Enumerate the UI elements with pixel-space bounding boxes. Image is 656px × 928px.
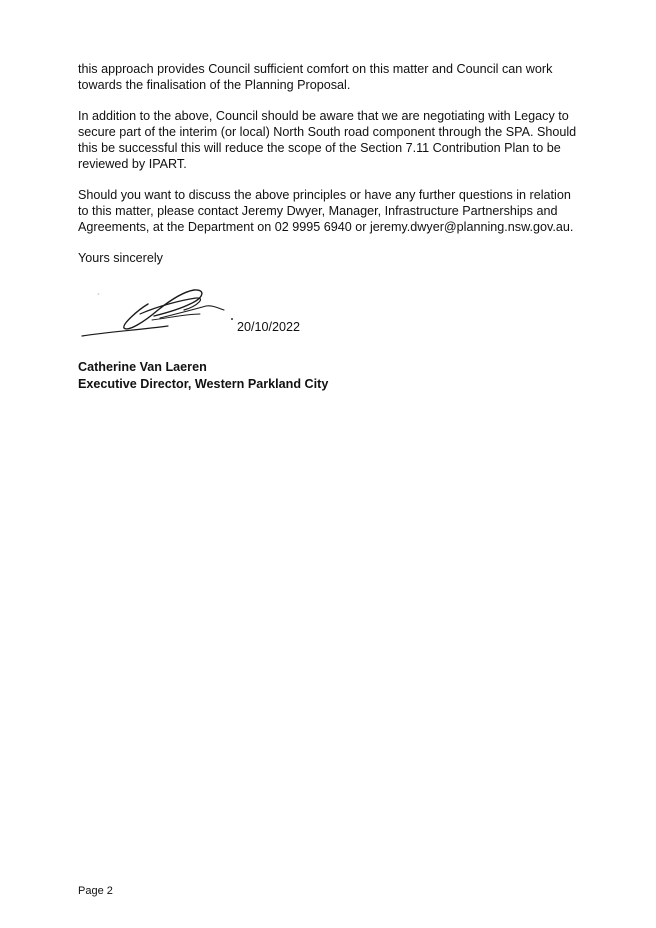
handwritten-signature <box>78 280 238 344</box>
paragraph-contact-details: Should you want to discuss the above principles or have any further questions in relation to this matter, please contact Jeremy Dwyer, Manager, Infrastructure Partnerships and Agreements, at the Department on 02 9995 6940 or jeremy.dwyer@planning.nsw.gov.au. <box>78 187 574 234</box>
signatory-name: Catherine Van Laeren <box>78 360 207 374</box>
signatory-title: Executive Director, Western Parkland City <box>78 377 329 392</box>
page-number: Page 2 <box>78 885 113 897</box>
signature-mark <box>231 318 233 320</box>
letter-body <box>78 62 610 267</box>
signature-date: 20/10/2022 <box>237 320 301 334</box>
paragraph-planning-proposal: this approach provides Council sufficient comfort on this matter and Council can work towards the finalisation of the Planning Proposal. <box>78 62 553 92</box>
paragraph-legacy-negotiation: In addition to the above, Council should be aware that we are negotiating with Legacy to secure part of the interim (or local) North South road component through the SPA. Should this be successful this will reduce the scope of the Section 7.11 Contribution Plan to be reviewed by IPART. <box>78 109 577 171</box>
closing-salutation: Yours sincerely <box>78 250 163 265</box>
signatory-details <box>78 359 478 394</box>
signature-block <box>78 280 378 350</box>
